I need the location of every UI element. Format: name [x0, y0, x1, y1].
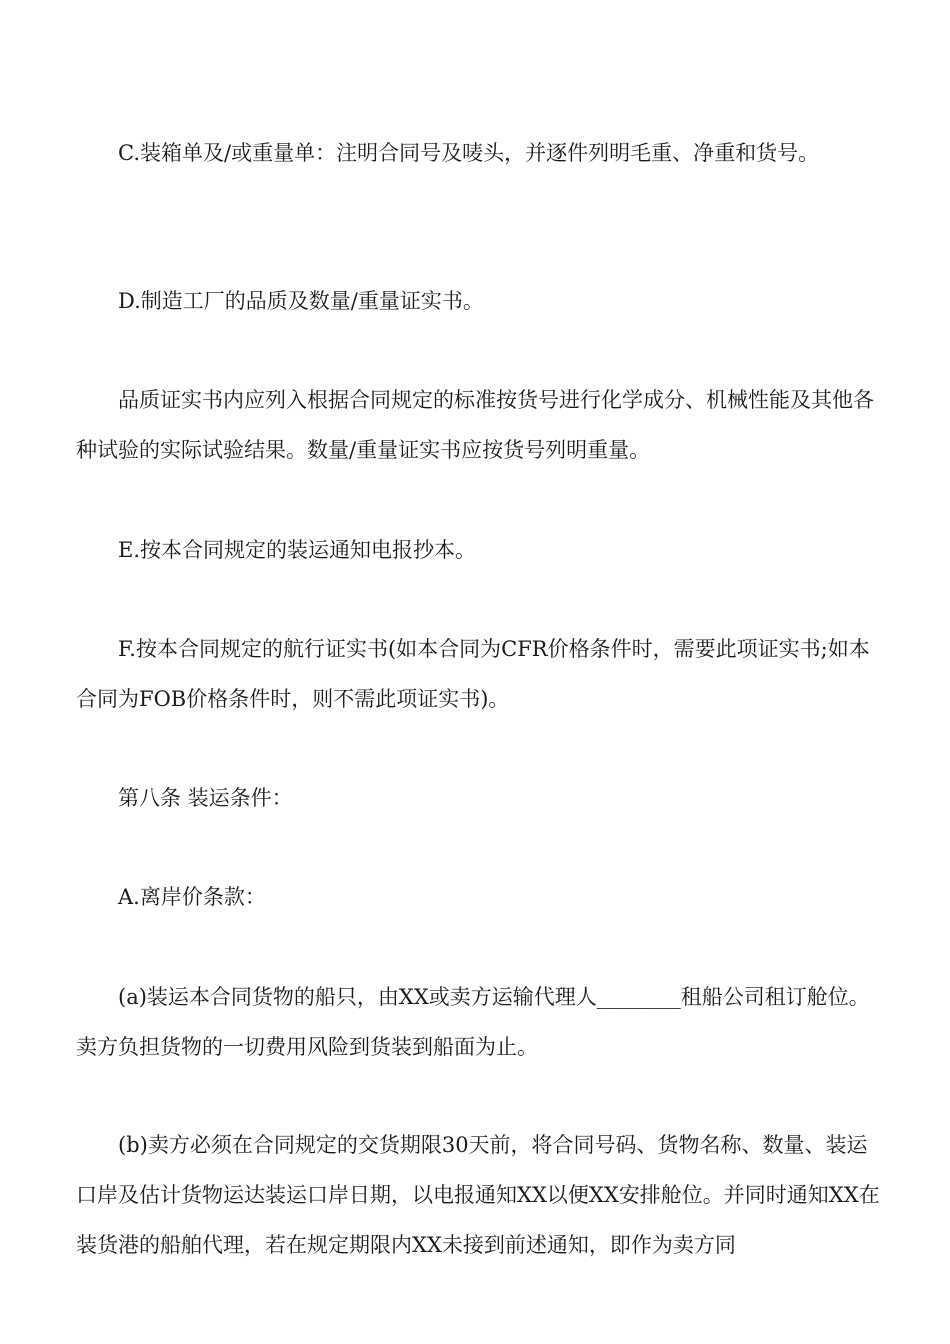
paragraph-vessel-booking: (a)装运本合同货物的船只，由XX或卖方运输代理人________租船公司租订舱位。卖方负担货物的一切费用风险到货装到船面为止。: [76, 985, 870, 1059]
paragraph-shipping-notice: E.按本合同规定的装运通知电报抄本。: [118, 538, 477, 562]
paragraph-quality-certificate: 品质证实书内应列入根据合同规定的标准按货号进行化学成分、机械性能及其他各种试验的实际试验结果。数量/重量证实书应按货号列明重量。: [76, 388, 874, 462]
clause-heading: A.离岸价条款：: [118, 885, 266, 909]
paragraph-voyage-certificate: F.按本合同规定的航行证实书(如本合同为CFR价格条件时，需要此项证实书;如本合同为FOB价格条件时，则不需此项证实书)。: [76, 637, 870, 711]
paragraph-packing-list: C.装箱单及/或重量单：注明合同号及唛头，并逐件列明毛重、净重和货号。: [118, 141, 820, 165]
paragraph-seller-notice: (b)卖方必须在合同规定的交货期限30天前，将合同号码、货物名称、数量、装运口岸及估计货物运达装运口岸日期，以电报通知XX以便XX安排舱位。并同时通知XX在装货港的船舶代理，若在规定期限内XX未接到前述通知，即作为卖方同: [76, 1133, 880, 1257]
paragraph-factory-certificate: D.制造工厂的品质及数量/重量证实书。: [118, 289, 484, 313]
article-heading: 第八条 装运条件：: [118, 786, 293, 810]
